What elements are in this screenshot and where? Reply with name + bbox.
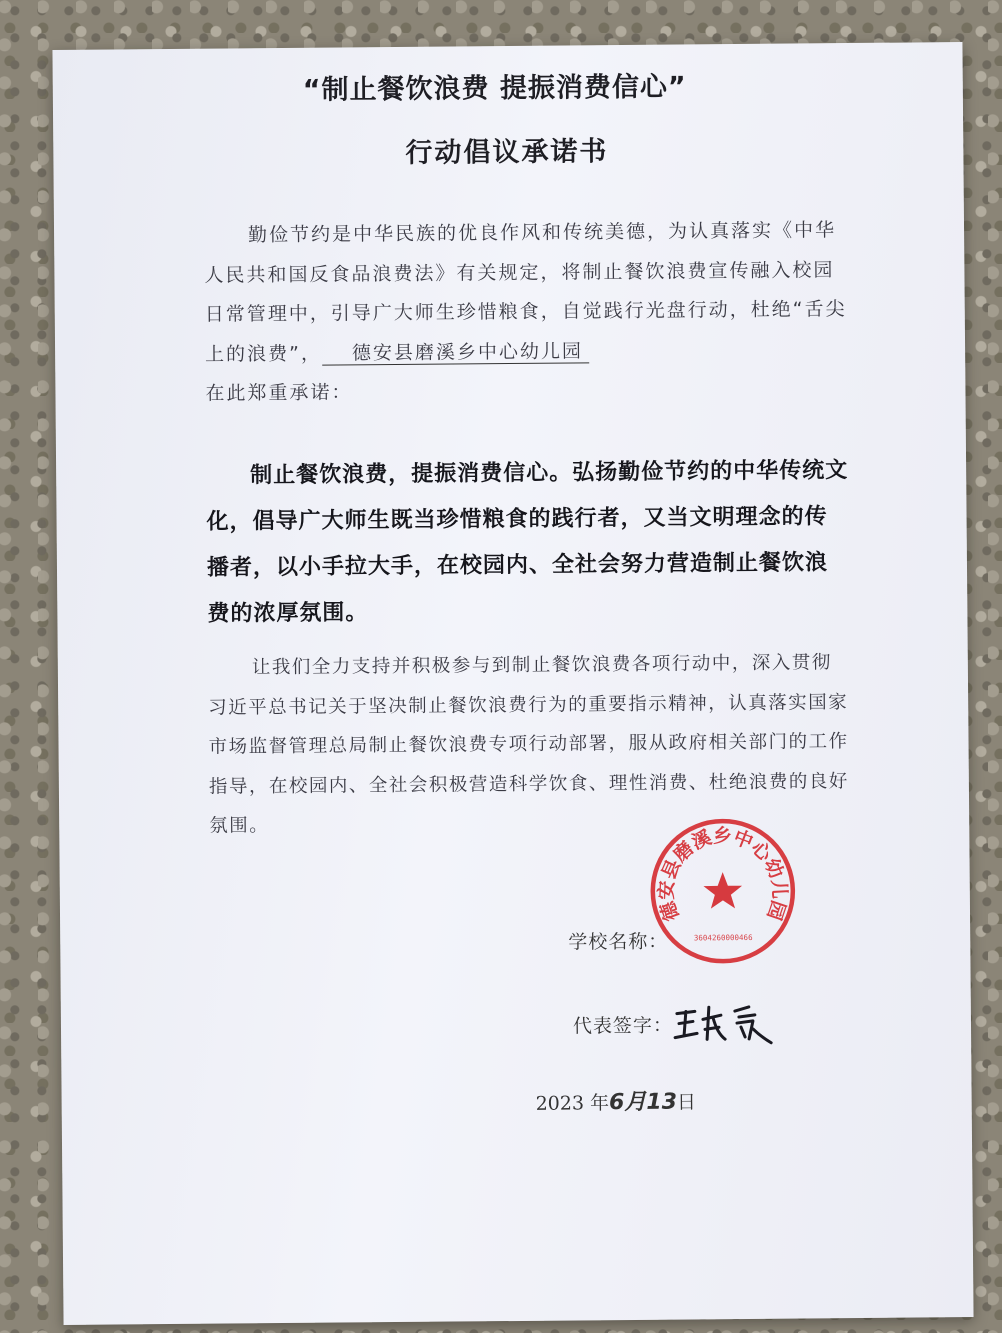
seal-ring-text: 德安县磨溪乡中心幼儿园 [655,825,791,924]
handwritten-signature [669,999,779,1050]
paragraph-commitment [206,448,850,638]
school-name-label: 学校名称： [568,930,669,954]
date-handwritten: 6月13 [608,1089,678,1116]
date-year: 2023 年 [535,1092,610,1115]
signature-label: 代表签字： [572,1014,674,1038]
paragraph-intro-closing: 在此郑重承诺： [205,381,353,405]
date-line [536,1084,697,1116]
official-seal [647,816,798,967]
seal-star-icon [703,872,742,909]
paragraph-intro-text: 勤俭节约是中华民族的优良作风和传统美德，为认真落实《中华人民共和国反食品浪费法》有关规定，将制止餐饮浪费宣传融入校园日常管理中，引导广大师生珍惜粮食，自觉践行光盘行动，杜绝“舌尖上的浪费”， [204,219,847,366]
document-subtitle: 行动倡议承诺书 [405,136,609,169]
document-paper [52,42,973,1325]
paragraph-commitment-text: 制止餐饮浪费，提振消费信心。弘扬勤俭节约的中华传统文化，倡导广大师生既当珍惜粮食的践行者，又当文明理念的传播者，以小手拉大手，在校园内、全社会努力营造制止餐饮浪费的浓厚氛围。 [206,458,849,627]
kindergarten-name-fill: 德安县磨溪乡中心幼儿园 [322,340,589,365]
paragraph-call-text: 让我们全力支持并积极参与到制止餐饮浪费各项行动中，深入贯彻习近平总书记关于坚决制止餐饮浪费行为的重要指示精神，认真落实国家市场监督管理总局制止餐饮浪费专项行动部署，服从政府相关部门的工作指导，在校园内、全社会积极营造科学饮食、理性消费、杜绝浪费的良好氛围。 [208,652,849,837]
date-suffix: 日 [676,1091,697,1114]
document-title: “制止餐饮浪费 提振消费信心” [302,71,687,106]
seal-number: 3604260000466 [693,932,753,943]
paragraph-intro [204,211,848,414]
